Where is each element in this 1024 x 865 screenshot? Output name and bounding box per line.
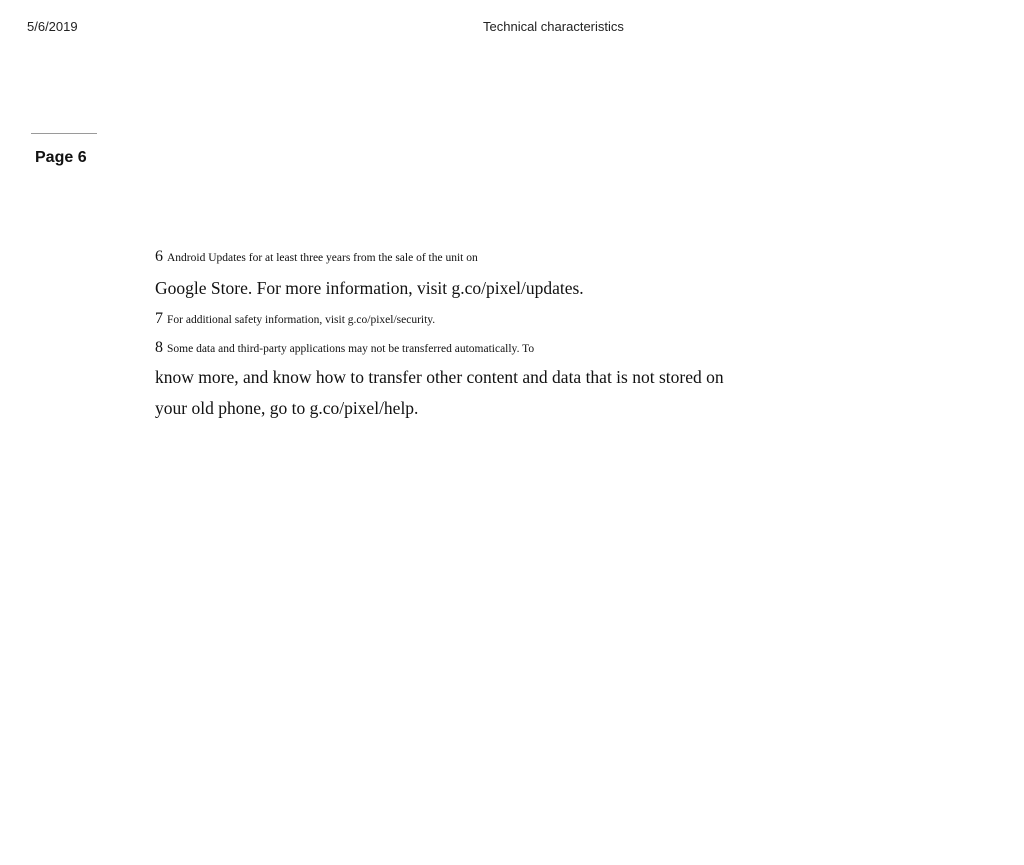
footnote-7	[155, 310, 435, 328]
page-divider	[31, 133, 97, 134]
footnote-6	[155, 248, 478, 266]
footnote-number: 7	[155, 310, 163, 327]
header-date: 5/6/2019	[27, 19, 78, 34]
footnote-8	[155, 339, 534, 357]
footnote-text: Android Updates for at least three years from the sale of the unit on	[167, 252, 478, 264]
footnote-number: 6	[155, 248, 163, 265]
footnote-8-continuation: your old phone, go to g.co/pixel/help.	[155, 398, 419, 418]
footnote-text: For additional safety information, visit g.co/pixel/security.	[167, 314, 436, 326]
footnote-8-continuation: know more, and know how to transfer other content and data that is not stored on	[155, 367, 724, 387]
footnote-number: 8	[155, 339, 163, 356]
footnote-text: Some data and third-party applications may not be transferred automatically. To	[167, 343, 535, 355]
footnote-6-continuation: Google Store. For more information, visit g.co/pixel/updates.	[155, 278, 584, 298]
page-number-label: Page 6	[35, 149, 87, 166]
header-title: Technical characteristics	[483, 19, 624, 34]
